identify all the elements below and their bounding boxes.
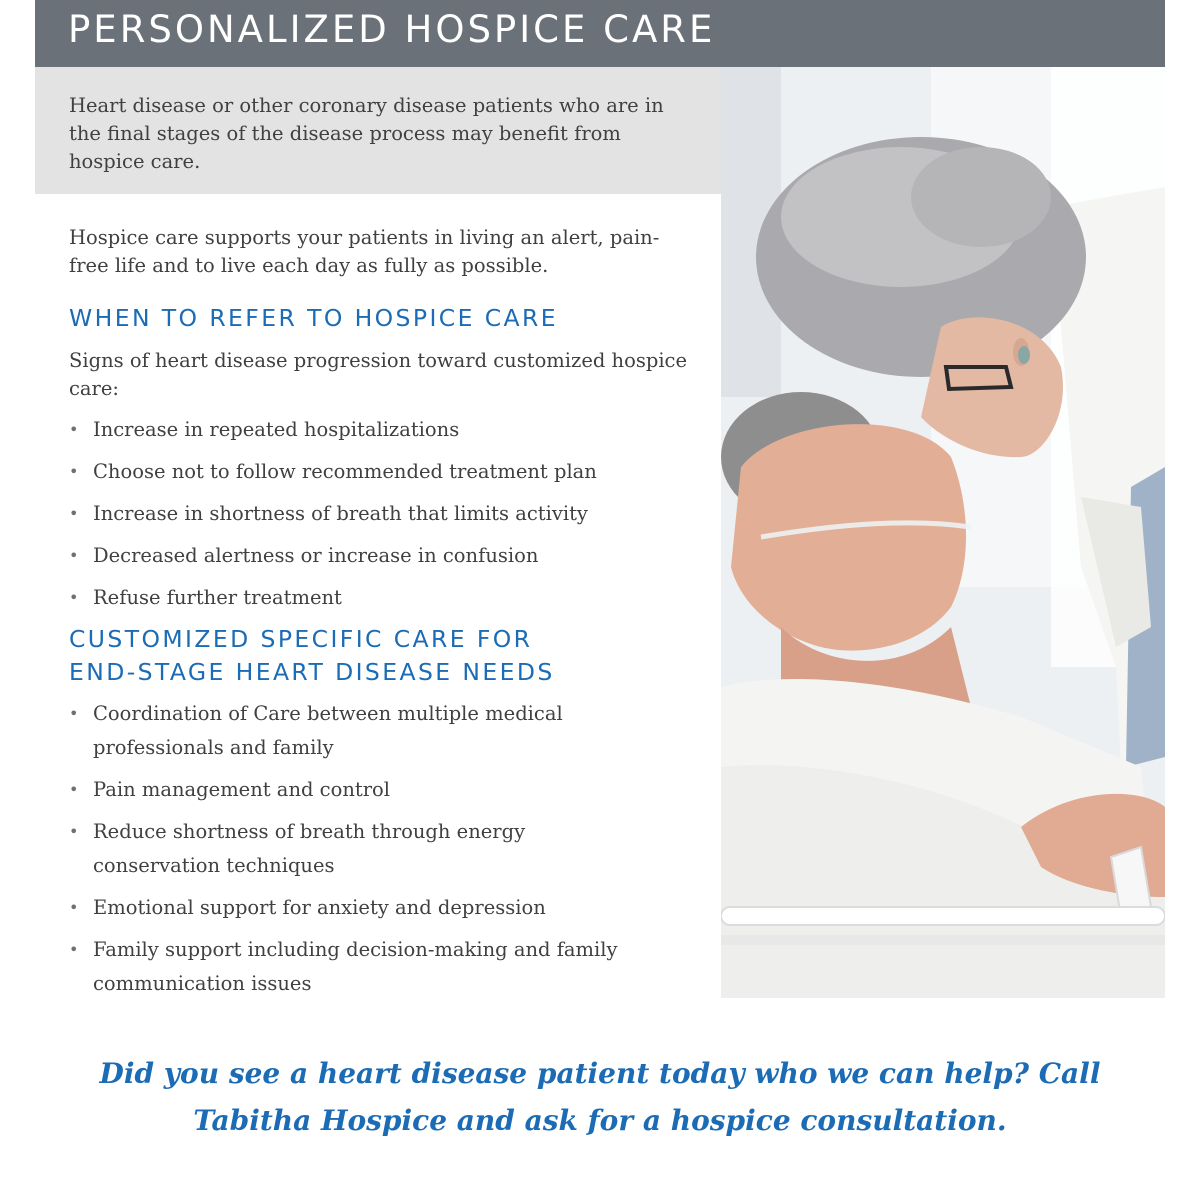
custom-heading-line2: END-STAGE HEART DISEASE NEEDS	[69, 658, 555, 686]
call-to-action	[60, 1050, 1140, 1144]
main-content	[69, 224, 689, 1009]
patient-photo	[721, 67, 1165, 998]
custom-list	[69, 697, 689, 1001]
list-item: • Coordination of Care between multiple medical professionals and family	[69, 697, 633, 765]
refer-intro: Signs of heart disease progression toward customized hospice care:	[69, 349, 688, 400]
list-item: • Pain management and control	[69, 773, 689, 807]
list-item: • Choose not to follow recommended treatment plan	[69, 455, 689, 489]
lead-paragraph: Hospice care supports your patients in living an alert, pain-free life and to live each day as fully as possible.	[69, 226, 660, 277]
list-item: • Decreased alertness or increase in confusion	[69, 539, 689, 573]
cta-line1: Did you see a heart disease patient today who we can help? Call	[99, 1057, 1101, 1090]
list-item: • Emotional support for anxiety and depression	[69, 891, 689, 925]
list-item: • Increase in repeated hospitalizations	[69, 413, 689, 447]
refer-heading: WHEN TO REFER TO HOSPICE CARE	[69, 304, 558, 332]
intro-text: Heart disease or other coronary disease patients who are in the final stages of the disease process may benefit from hospice care.	[69, 94, 664, 173]
page-title: PERSONALIZED HOSPICE CARE	[68, 8, 716, 51]
custom-heading	[69, 623, 689, 689]
photo-illustration	[721, 67, 1165, 998]
list-item: • Reduce shortness of breath through energy conservation techniques	[69, 815, 593, 883]
header-banner	[35, 0, 1165, 67]
custom-heading-line1: CUSTOMIZED SPECIFIC CARE FOR	[69, 625, 533, 653]
list-item: • Increase in shortness of breath that limits activity	[69, 497, 689, 531]
intro-box	[35, 67, 721, 194]
list-item: • Refuse further treatment	[69, 581, 689, 615]
cta-line2: Tabitha Hospice and ask for a hospice consultation.	[193, 1104, 1007, 1137]
refer-list	[69, 413, 689, 615]
list-item: • Family support including decision-making and family communication issues	[69, 933, 693, 1001]
